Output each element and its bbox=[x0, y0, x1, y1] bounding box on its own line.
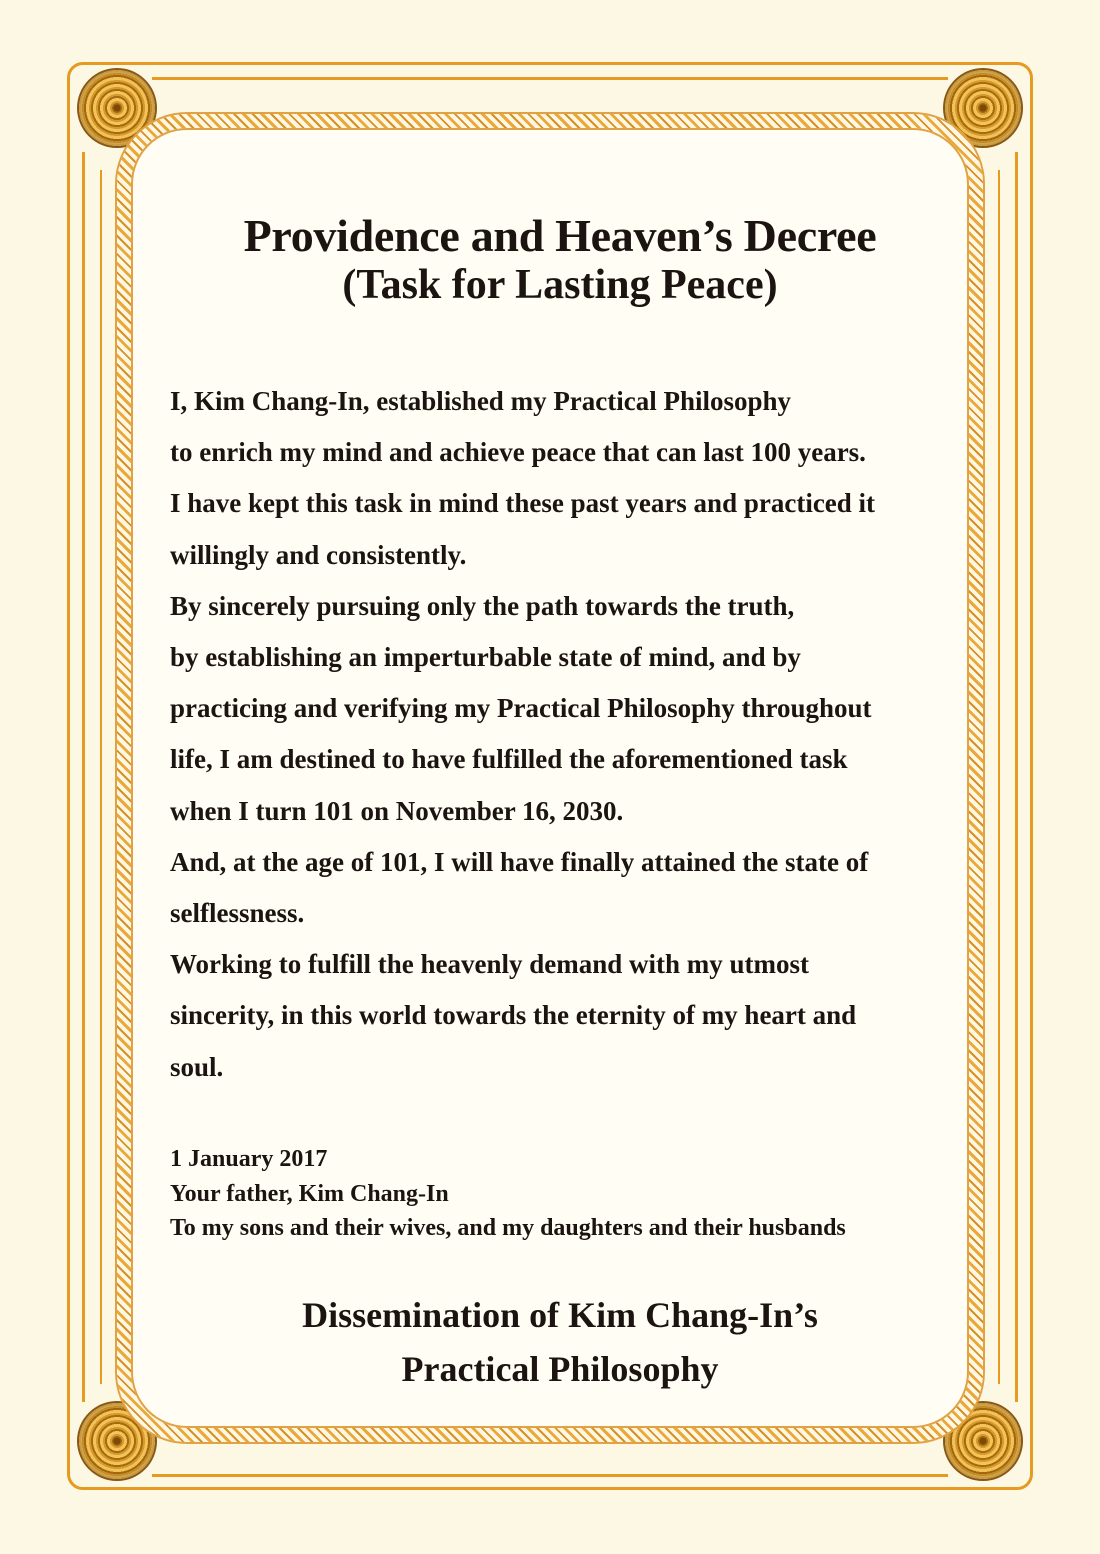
footer-line: Dissemination of Kim Chang-In’s bbox=[302, 1295, 818, 1335]
document-date: 1 January 2017 bbox=[170, 1146, 328, 1172]
body-line: willingly and consistently. bbox=[170, 539, 467, 570]
left-rule-inner bbox=[100, 170, 102, 1384]
decree-body bbox=[170, 376, 960, 1093]
addressee-line: To my sons and their wives, and my daughters and their husbands bbox=[170, 1215, 846, 1241]
body-line: by establishing an imperturbable state of mind, and by bbox=[170, 642, 801, 673]
body-line: when I turn 101 on November 16, 2030. bbox=[170, 795, 624, 826]
body-line: soul. bbox=[170, 1051, 224, 1082]
body-line: By sincerely pursuing only the path towards the truth, bbox=[170, 590, 795, 621]
body-line: And, at the age of 101, I will have finally attained the state of bbox=[170, 846, 869, 877]
top-rule bbox=[152, 77, 948, 80]
document-title: Providence and Heaven’s Decree bbox=[243, 210, 877, 261]
document-subtitle: (Task for Lasting Peace) bbox=[342, 262, 778, 308]
left-rule bbox=[82, 152, 85, 1402]
footer-title bbox=[170, 1288, 950, 1396]
body-line: Working to fulfill the heavenly demand with my utmost bbox=[170, 949, 810, 980]
body-line: sincerity, in this world towards the eternity of my heart and bbox=[170, 1000, 857, 1031]
body-line: selflessness. bbox=[170, 898, 305, 929]
right-rule-inner bbox=[998, 170, 1000, 1384]
body-line: life, I am destined to have fulfilled the aforementioned task bbox=[170, 744, 848, 775]
body-line: I have kept this task in mind these past years and practiced it bbox=[170, 488, 876, 519]
body-line: practicing and verifying my Practical Philosophy throughout bbox=[170, 693, 872, 724]
bottom-rule bbox=[152, 1474, 948, 1477]
signature-line: Your father, Kim Chang-In bbox=[170, 1180, 449, 1207]
footer-line: Practical Philosophy bbox=[401, 1349, 719, 1389]
right-rule bbox=[1015, 152, 1018, 1402]
signature-block bbox=[170, 1142, 960, 1246]
body-line: I, Kim Chang-In, established my Practical Philosophy bbox=[170, 386, 792, 416]
body-line: to enrich my mind and achieve peace that can last 100 years. bbox=[170, 437, 866, 468]
